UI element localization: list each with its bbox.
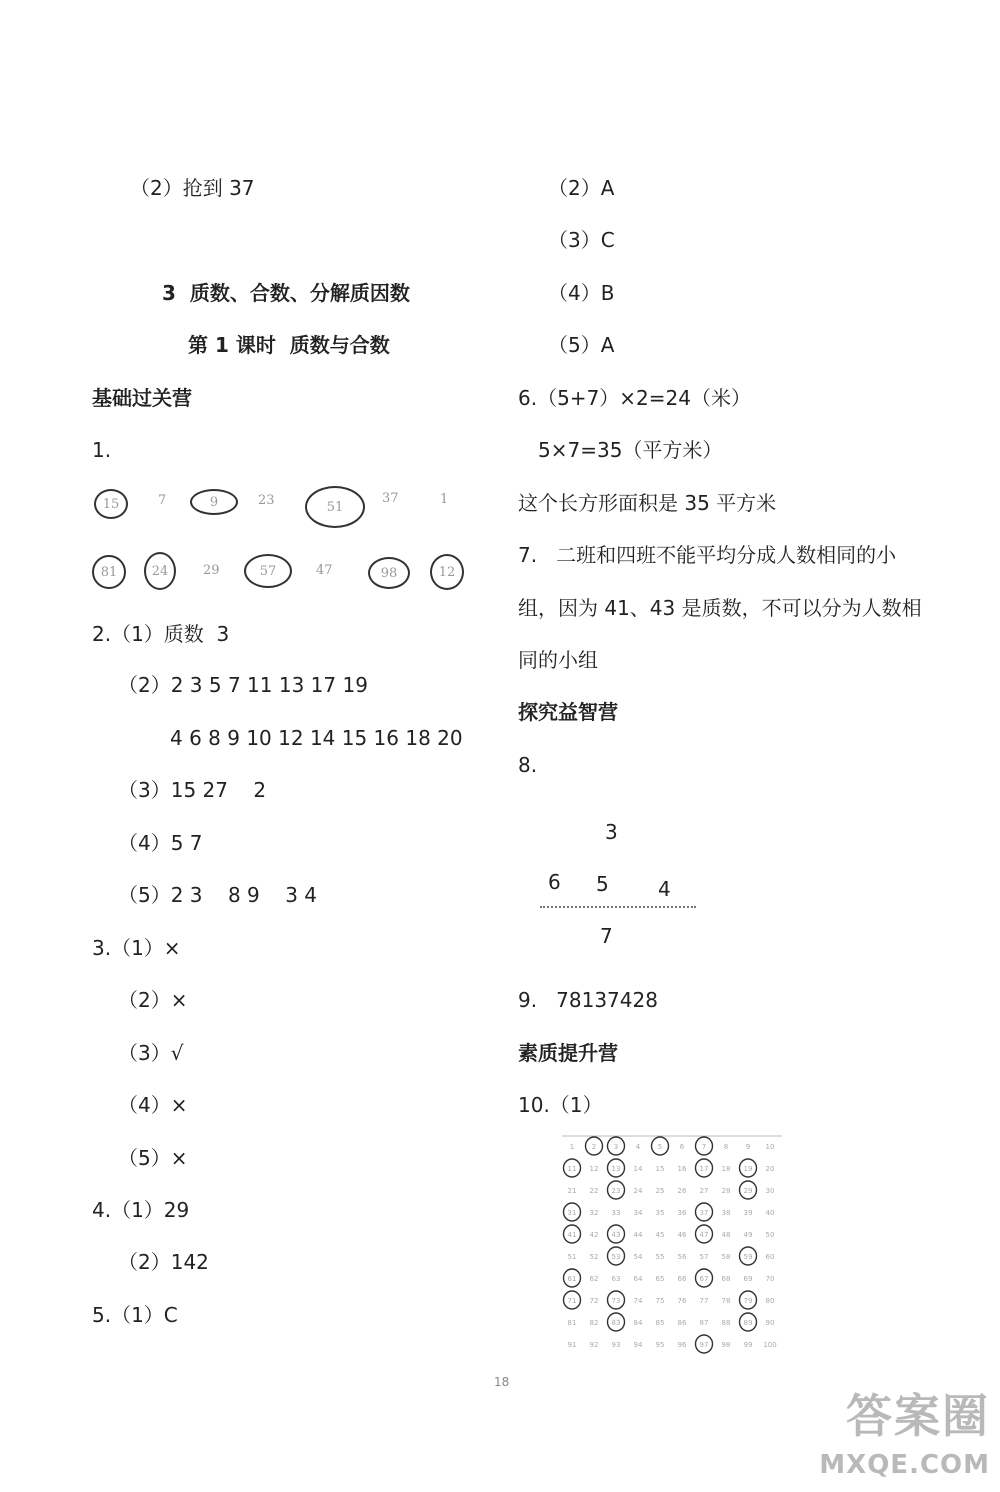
camp-basic-heading: 基础过关营 xyxy=(92,386,192,410)
grid-cell xyxy=(700,1253,709,1261)
figure-number-center: 5 xyxy=(596,872,609,896)
circled-prime-cell xyxy=(740,1181,757,1199)
question-5-1: 5.（1）C xyxy=(92,1303,178,1327)
grid-cell xyxy=(766,1253,775,1261)
figure-number-right: 4 xyxy=(658,877,671,901)
circled-prime-cell xyxy=(740,1291,757,1309)
grid-cell xyxy=(656,1187,665,1195)
svg-text:78: 78 xyxy=(721,1297,731,1305)
svg-text:94: 94 xyxy=(633,1341,643,1349)
question-2-5: （5）2 3 8 9 3 4 xyxy=(118,883,318,907)
grid-cell xyxy=(656,1275,665,1283)
grid-cell xyxy=(634,1187,643,1195)
grid-cell xyxy=(634,1253,643,1261)
svg-text:12: 12 xyxy=(589,1165,599,1173)
grid-cell xyxy=(612,1341,621,1349)
grid-cell xyxy=(634,1165,643,1173)
grid-cell xyxy=(678,1209,687,1217)
grid-cell xyxy=(678,1319,687,1327)
grid-cell xyxy=(763,1341,776,1349)
question-6-area: 5×7=35（平方米） xyxy=(538,438,723,462)
handwritten-number: 1 xyxy=(440,492,449,507)
grid-cell xyxy=(722,1341,731,1349)
question-2-2-composites: 4 6 8 9 10 12 14 15 16 18 20 xyxy=(170,726,463,750)
svg-text:32: 32 xyxy=(589,1209,599,1217)
circled-prime-cell xyxy=(696,1203,713,1221)
svg-text:80: 80 xyxy=(765,1297,775,1305)
circled-prime-cell xyxy=(696,1335,713,1353)
svg-text:58: 58 xyxy=(721,1253,731,1261)
grid-cell xyxy=(590,1253,599,1261)
svg-text:66: 66 xyxy=(677,1275,687,1283)
grid-cell xyxy=(746,1143,750,1151)
svg-text:2: 2 xyxy=(591,1143,597,1151)
circled-prime-cell xyxy=(740,1313,757,1331)
svg-text:55: 55 xyxy=(655,1253,665,1261)
svg-text:75: 75 xyxy=(655,1297,665,1305)
svg-text:54: 54 xyxy=(633,1253,643,1261)
grid-cell xyxy=(722,1187,731,1195)
handwritten-number: 47 xyxy=(316,563,333,578)
svg-text:90: 90 xyxy=(765,1319,775,1327)
svg-text:3: 3 xyxy=(613,1143,619,1151)
svg-text:96: 96 xyxy=(677,1341,687,1349)
svg-text:97: 97 xyxy=(699,1341,709,1349)
circled-number: 15 xyxy=(94,489,128,519)
question-7-line-3: 同的小组 xyxy=(518,648,598,672)
grid-cell xyxy=(766,1187,775,1195)
svg-text:8: 8 xyxy=(723,1143,729,1151)
grid-cell xyxy=(590,1165,599,1173)
svg-text:76: 76 xyxy=(677,1297,687,1305)
svg-text:100: 100 xyxy=(763,1341,777,1349)
question-10-label: 10.（1） xyxy=(518,1093,603,1117)
grid-cell xyxy=(766,1275,775,1283)
svg-text:49: 49 xyxy=(743,1231,753,1239)
svg-text:39: 39 xyxy=(743,1209,753,1217)
svg-text:30: 30 xyxy=(765,1187,775,1195)
svg-text:73: 73 xyxy=(611,1297,621,1305)
svg-text:74: 74 xyxy=(633,1297,643,1305)
svg-text:77: 77 xyxy=(699,1297,709,1305)
grid-cell xyxy=(700,1187,709,1195)
grid-cell xyxy=(744,1231,753,1239)
grid-cell xyxy=(634,1231,643,1239)
grid-cell xyxy=(766,1143,775,1151)
svg-text:87: 87 xyxy=(699,1319,709,1327)
circled-number: 98 xyxy=(368,557,410,589)
circled-prime-cell xyxy=(696,1159,713,1177)
svg-text:70: 70 xyxy=(765,1275,775,1283)
circled-prime-cell xyxy=(652,1137,669,1155)
question-5-5: （5）A xyxy=(548,333,615,357)
handwritten-number: 23 xyxy=(258,493,275,508)
grid-cell xyxy=(744,1275,753,1283)
svg-text:23: 23 xyxy=(611,1187,621,1195)
page-number: 18 xyxy=(494,1375,510,1389)
grid-cell xyxy=(744,1209,753,1217)
svg-text:5: 5 xyxy=(657,1143,663,1151)
circled-number: 57 xyxy=(244,554,292,588)
circled-prime-cell xyxy=(740,1247,757,1265)
grid-cell xyxy=(634,1209,643,1217)
svg-text:60: 60 xyxy=(765,1253,775,1261)
svg-text:13: 13 xyxy=(611,1165,621,1173)
question-3-5: （5）× xyxy=(118,1146,188,1170)
svg-text:43: 43 xyxy=(611,1231,621,1239)
grid-cell xyxy=(678,1275,687,1283)
watermark-logo: 答案圈 xyxy=(846,1389,990,1443)
svg-text:99: 99 xyxy=(743,1341,753,1349)
question-2-3: （3）15 27 2 xyxy=(118,778,267,802)
svg-text:4: 4 xyxy=(635,1143,641,1151)
grid-cell xyxy=(766,1165,775,1173)
circled-prime-cell xyxy=(564,1159,581,1177)
svg-text:86: 86 xyxy=(677,1319,687,1327)
svg-text:64: 64 xyxy=(633,1275,643,1283)
svg-text:9: 9 xyxy=(745,1143,751,1151)
figure-divider-line xyxy=(540,906,696,908)
grid-cell xyxy=(634,1297,643,1305)
svg-text:67: 67 xyxy=(699,1275,709,1283)
grid-cell xyxy=(656,1231,665,1239)
svg-text:11: 11 xyxy=(567,1165,577,1173)
grid-cell xyxy=(722,1231,731,1239)
handwritten-number: 37 xyxy=(382,491,399,506)
svg-text:71: 71 xyxy=(567,1297,577,1305)
svg-text:22: 22 xyxy=(589,1187,599,1195)
handwritten-number: 7 xyxy=(158,493,167,508)
svg-text:33: 33 xyxy=(611,1209,621,1217)
svg-text:53: 53 xyxy=(611,1253,621,1261)
svg-text:93: 93 xyxy=(611,1341,621,1349)
svg-text:7: 7 xyxy=(701,1143,707,1151)
question-4-2: （2）142 xyxy=(118,1250,209,1274)
svg-text:24: 24 xyxy=(633,1187,643,1195)
svg-text:28: 28 xyxy=(721,1187,731,1195)
svg-text:21: 21 xyxy=(567,1187,577,1195)
svg-text:40: 40 xyxy=(765,1209,775,1217)
question-1-label: 1. xyxy=(92,438,112,462)
question-4-1: 4.（1）29 xyxy=(92,1198,190,1222)
grid-cell xyxy=(612,1275,621,1283)
svg-text:51: 51 xyxy=(567,1253,577,1261)
svg-text:56: 56 xyxy=(677,1253,687,1261)
svg-text:41: 41 xyxy=(567,1231,577,1239)
circled-prime-cell xyxy=(696,1137,713,1155)
figure-number-top: 3 xyxy=(605,820,618,844)
circled-prime-cell xyxy=(696,1225,713,1243)
question-2-2-primes: （2）2 3 5 7 11 13 17 19 xyxy=(118,673,368,697)
circled-number: 51 xyxy=(305,486,365,528)
circled-number: 81 xyxy=(92,555,126,589)
circled-prime-cell xyxy=(564,1291,581,1309)
watermark-url: MXQE.COM xyxy=(819,1450,990,1480)
svg-text:18: 18 xyxy=(721,1165,731,1173)
svg-text:63: 63 xyxy=(611,1275,621,1283)
grid-cell xyxy=(678,1231,687,1239)
question-3-3: （3）√ xyxy=(118,1041,184,1065)
svg-text:84: 84 xyxy=(633,1319,643,1327)
svg-text:29: 29 xyxy=(743,1187,753,1195)
circled-prime-cell xyxy=(564,1269,581,1287)
circled-number: 12 xyxy=(430,554,464,590)
svg-text:88: 88 xyxy=(721,1319,731,1327)
grid-cell xyxy=(656,1209,665,1217)
grid-cell xyxy=(678,1297,687,1305)
lesson-title: 第 1 课时 质数与合数 xyxy=(188,333,390,357)
grid-cell xyxy=(590,1319,599,1327)
grid-cell xyxy=(634,1319,643,1327)
grid-cell xyxy=(568,1253,577,1261)
svg-text:62: 62 xyxy=(589,1275,599,1283)
svg-text:72: 72 xyxy=(589,1297,599,1305)
svg-text:50: 50 xyxy=(765,1231,775,1239)
grid-cell xyxy=(722,1319,731,1327)
svg-text:44: 44 xyxy=(633,1231,643,1239)
circled-prime-cell xyxy=(608,1137,625,1155)
grid-cell xyxy=(722,1253,731,1261)
grid-cell xyxy=(680,1143,685,1151)
svg-text:19: 19 xyxy=(743,1165,753,1173)
svg-text:35: 35 xyxy=(655,1209,665,1217)
question-7-line-2: 组，因为 41、43 是质数，不可以分为人数相 xyxy=(518,596,922,620)
svg-text:79: 79 xyxy=(743,1297,753,1305)
svg-text:14: 14 xyxy=(633,1165,643,1173)
svg-text:15: 15 xyxy=(655,1165,665,1173)
grid-cell xyxy=(700,1319,709,1327)
grid-cell xyxy=(590,1341,599,1349)
circled-prime-cell xyxy=(608,1225,625,1243)
grid-cell xyxy=(570,1143,574,1151)
grid-cell xyxy=(678,1253,687,1261)
question-3-1: 3.（1）× xyxy=(92,936,181,960)
svg-text:6: 6 xyxy=(679,1143,685,1151)
svg-text:81: 81 xyxy=(567,1319,577,1327)
svg-text:10: 10 xyxy=(765,1143,775,1151)
svg-text:98: 98 xyxy=(721,1341,731,1349)
question-2-4: （4）5 7 xyxy=(118,831,203,855)
svg-text:42: 42 xyxy=(589,1231,599,1239)
grid-cell xyxy=(724,1143,728,1151)
svg-text:34: 34 xyxy=(633,1209,643,1217)
circled-prime-cell xyxy=(696,1269,713,1287)
grid-cell xyxy=(590,1187,599,1195)
camp-quality-heading: 素质提升营 xyxy=(518,1041,618,1065)
grid-cell xyxy=(722,1297,731,1305)
svg-text:20: 20 xyxy=(765,1165,775,1173)
question-5-3: （3）C xyxy=(548,228,615,252)
svg-text:16: 16 xyxy=(677,1165,687,1173)
grid-cell xyxy=(656,1319,665,1327)
grid-cell xyxy=(766,1297,775,1305)
svg-text:92: 92 xyxy=(589,1341,599,1349)
grid-cell xyxy=(678,1165,687,1173)
circled-prime-cell xyxy=(586,1137,603,1155)
svg-text:45: 45 xyxy=(655,1231,665,1239)
svg-text:36: 36 xyxy=(677,1209,687,1217)
grid-cell xyxy=(722,1209,731,1217)
grid-cell xyxy=(590,1231,599,1239)
handwritten-number: 29 xyxy=(203,563,220,578)
circled-prime-cell xyxy=(740,1159,757,1177)
svg-text:59: 59 xyxy=(743,1253,753,1261)
grid-cell xyxy=(700,1297,709,1305)
section-title: 3 质数、合数、分解质因数 xyxy=(162,281,410,305)
question-5-2: （2）A xyxy=(548,176,615,200)
grid-cell xyxy=(722,1275,731,1283)
grid-cell xyxy=(590,1275,599,1283)
question-9: 9. 78137428 xyxy=(518,988,658,1012)
svg-text:57: 57 xyxy=(699,1253,709,1261)
circled-number: 24 xyxy=(144,552,176,590)
hundred-chart-image xyxy=(560,1132,786,1356)
svg-text:48: 48 xyxy=(721,1231,731,1239)
question-3-2: （2）× xyxy=(118,988,188,1012)
svg-text:85: 85 xyxy=(655,1319,665,1327)
figure-number-bottom: 7 xyxy=(600,924,613,948)
question-3-4: （4）× xyxy=(118,1093,188,1117)
circled-prime-cell xyxy=(608,1159,625,1177)
circled-number: 9 xyxy=(190,489,238,515)
question-2-1: 2.（1）质数 3 xyxy=(92,622,230,646)
svg-text:61: 61 xyxy=(567,1275,577,1283)
circled-prime-cell xyxy=(608,1247,625,1265)
circled-prime-cell xyxy=(608,1313,625,1331)
svg-text:89: 89 xyxy=(743,1319,753,1327)
svg-text:83: 83 xyxy=(611,1319,621,1327)
figure-number-left: 6 xyxy=(548,870,561,894)
grid-cell xyxy=(634,1275,643,1283)
question-6-answer: 这个长方形面积是 35 平方米 xyxy=(518,491,777,515)
grid-cell xyxy=(590,1209,599,1217)
svg-text:47: 47 xyxy=(699,1231,709,1239)
grid-cell xyxy=(766,1231,775,1239)
svg-text:52: 52 xyxy=(589,1253,599,1261)
circled-prime-cell xyxy=(608,1181,625,1199)
grid-cell xyxy=(766,1209,775,1217)
grid-cell xyxy=(678,1187,687,1195)
circled-prime-cell xyxy=(608,1291,625,1309)
svg-text:27: 27 xyxy=(699,1187,709,1195)
svg-text:26: 26 xyxy=(677,1187,687,1195)
grid-cell xyxy=(636,1143,641,1151)
item-answer-37: （2）抢到 37 xyxy=(130,176,255,200)
grid-cell xyxy=(656,1165,665,1173)
grid-cell xyxy=(568,1319,577,1327)
grid-cell xyxy=(634,1341,643,1349)
question-8-label: 8. xyxy=(518,753,538,777)
svg-text:82: 82 xyxy=(589,1319,599,1327)
question-6-perimeter: 6.（5+7）×2=24（米） xyxy=(518,386,751,410)
svg-text:46: 46 xyxy=(677,1231,687,1239)
grid-cell xyxy=(590,1297,599,1305)
grid-cell xyxy=(656,1341,665,1349)
grid-cell xyxy=(678,1341,687,1349)
svg-text:69: 69 xyxy=(743,1275,753,1283)
grid-cell xyxy=(744,1341,753,1349)
grid-cell xyxy=(656,1253,665,1261)
svg-text:31: 31 xyxy=(567,1209,577,1217)
question-7-line-1: 7. 二班和四班不能平均分成人数相同的小 xyxy=(518,543,897,567)
svg-text:17: 17 xyxy=(699,1165,709,1173)
grid-cell xyxy=(656,1297,665,1305)
svg-text:37: 37 xyxy=(699,1209,709,1217)
grid-cell xyxy=(568,1187,577,1195)
grid-cell xyxy=(722,1165,731,1173)
grid-cell xyxy=(766,1319,775,1327)
svg-text:91: 91 xyxy=(567,1341,577,1349)
svg-text:25: 25 xyxy=(655,1187,665,1195)
svg-text:68: 68 xyxy=(721,1275,731,1283)
grid-cell xyxy=(568,1341,577,1349)
grid-cell xyxy=(612,1209,621,1217)
svg-text:95: 95 xyxy=(655,1341,665,1349)
circled-prime-cell xyxy=(564,1203,581,1221)
svg-text:65: 65 xyxy=(655,1275,665,1283)
question-5-4: （4）B xyxy=(548,281,615,305)
svg-text:1: 1 xyxy=(569,1143,575,1151)
svg-text:38: 38 xyxy=(721,1209,731,1217)
circled-prime-cell xyxy=(564,1225,581,1243)
camp-explore-heading: 探究益智营 xyxy=(518,700,618,724)
